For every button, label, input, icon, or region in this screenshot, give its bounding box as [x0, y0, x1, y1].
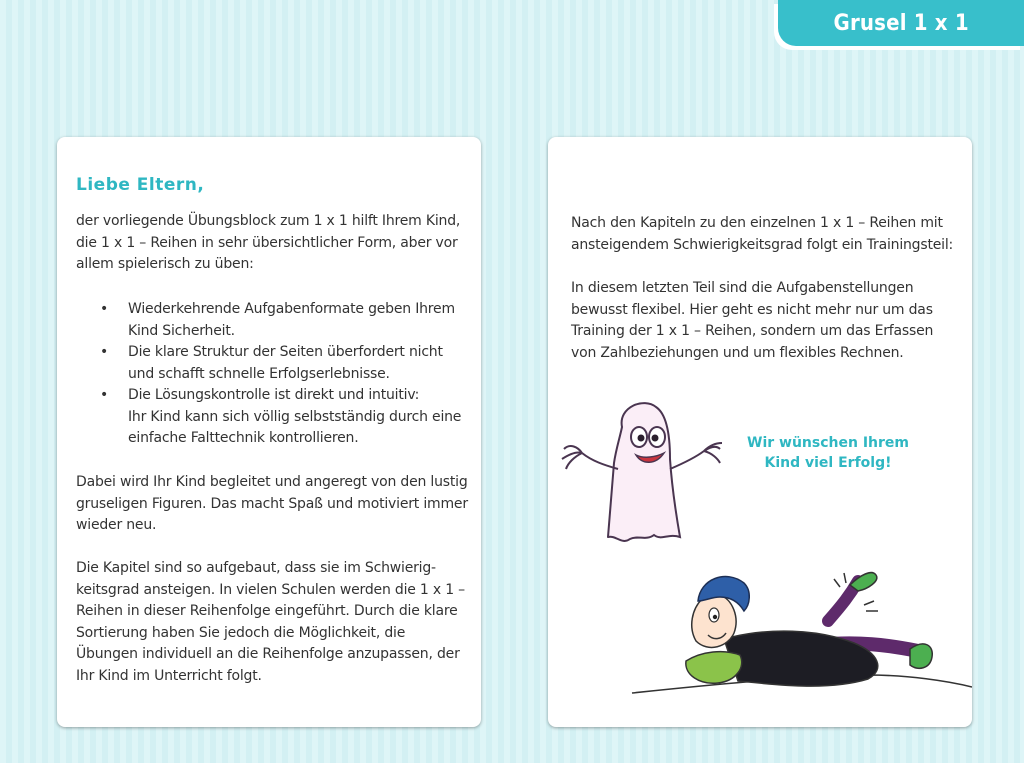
intro-text: der vorliegende Übungsblock zum 1 x 1 hilft Ihrem Kind, die 1 x 1 – Reihen in sehr übersichtlicher Form, aber vor allem spielerisch zu üben:: [76, 213, 461, 272]
vampire-kid-illustration: [628, 565, 972, 727]
bullet-text: Die Lösungskontrolle ist direkt und intuitiv:: [128, 387, 420, 403]
companion-text: Dabei wird Ihr Kind begleitet und angeregt von den lustig gruseligen Figuren. Das macht Spaß und motiviert immer wieder neu.: [76, 474, 468, 533]
companion-paragraph: [76, 472, 471, 537]
left-info-card: [57, 137, 481, 727]
book-title: Grusel 1 x 1: [833, 10, 969, 36]
list-item: • Die klare Struktur der Seiten überfordert nicht und schafft schnelle Erfolgserlebnisse.: [100, 344, 443, 382]
list-item: • Wiederkehrende Aufgabenformate geben Ihrem Kind Sicherheit.: [100, 301, 455, 339]
good-luck-message: [723, 433, 933, 473]
feature-list: [76, 299, 471, 450]
training-detail-paragraph: [571, 278, 961, 364]
training-detail-text: In diesem letzten Teil sind die Aufgabenstellungen bewusst flexibel. Hier geht es nicht mehr nur um das Training der 1 x 1 – Reihen, sondern um das Erfassen von Zahlbeziehungen und um flexibles Rechnen.: [571, 280, 934, 361]
wish-line-1: Wir wünschen Ihrem: [747, 435, 909, 451]
header-tab: [778, 0, 1024, 46]
bullet-text: Wiederkehrende Aufgabenformate geben Ihrem Kind Sicherheit.: [128, 301, 455, 339]
ghost-illustration: [556, 399, 726, 549]
training-intro-text: Nach den Kapiteln zu den einzelnen 1 x 1 – Reihen mit ansteigendem Schwierigkeitsgrad folgt ein Trainingsteil:: [571, 215, 954, 253]
chapter-paragraph: [76, 558, 471, 687]
right-info-card: [548, 137, 972, 727]
list-item: • Die Lösungskontrolle ist direkt und intuitiv: Ihr Kind kann sich völlig selbstständig durch eine einfache Falttechnik kontrollieren.: [100, 387, 462, 446]
greeting-heading: Liebe Eltern,: [76, 175, 205, 195]
training-intro-paragraph: [571, 213, 961, 256]
chapter-text: Die Kapitel sind so aufgebaut, dass sie im Schwierig-keitsgrad ansteigen. In vielen Schulen werden die 1 x 1 – Reihen in dieser Reihenfolge eingeführt. Durch die klare Sortierung haben Sie jedoch die Möglichkeit, die Übungen individuell an die Reihenfolge anzupassen, der Ihr Kind im Unterricht folgt.: [76, 560, 465, 684]
bullet-text: Die klare Struktur der Seiten überfordert nicht und schafft schnelle Erfolgserlebnisse.: [128, 344, 443, 382]
wish-line-2: Kind viel Erfolg!: [764, 455, 892, 471]
intro-paragraph: [76, 211, 471, 276]
bullet-text-continued: Ihr Kind kann sich völlig selbstständig durch eine einfache Falttechnik kontrollieren.: [128, 408, 462, 446]
